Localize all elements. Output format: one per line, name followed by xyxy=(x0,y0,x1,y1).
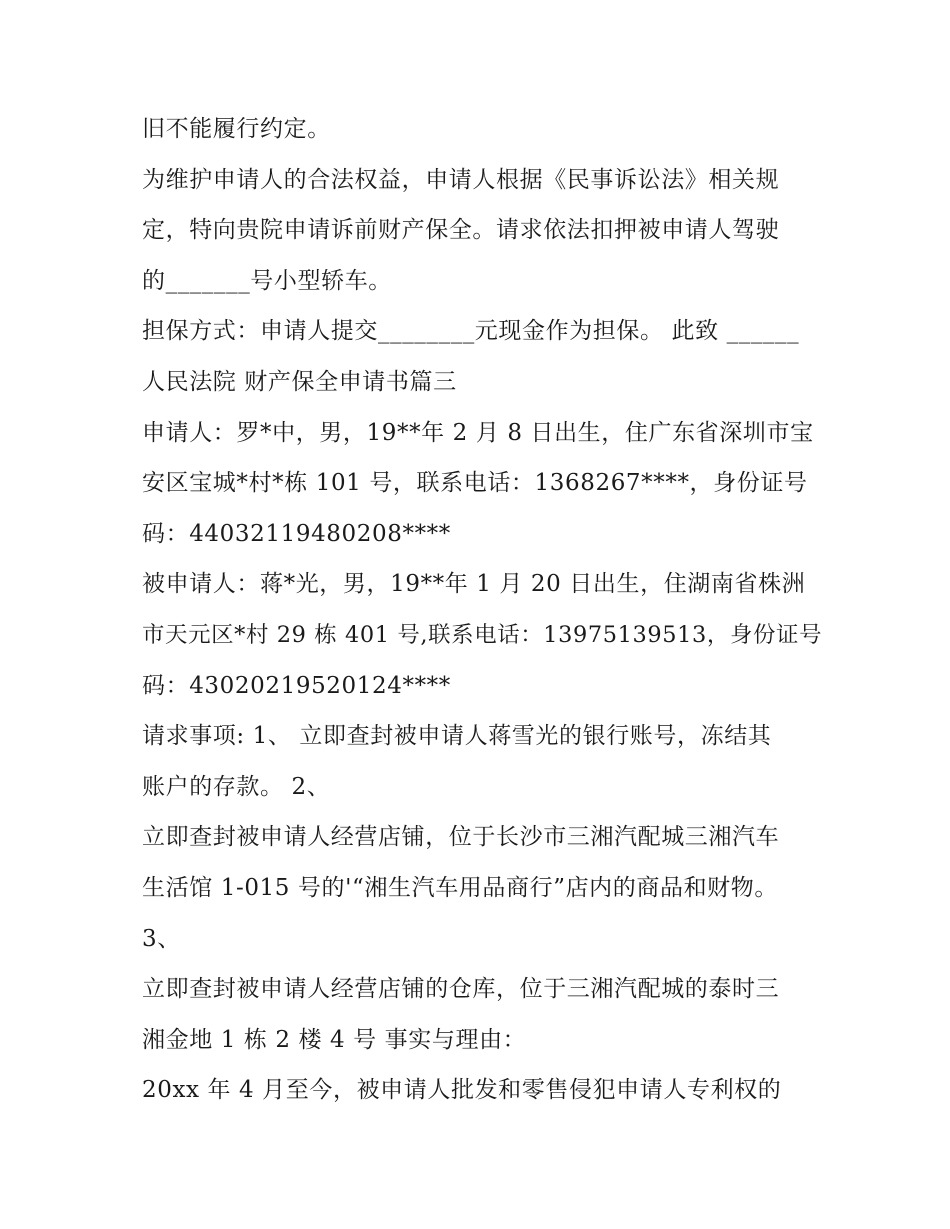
text-line: 市天元区*村 29 栋 401 号,联系电话：13975139513，身份证号 xyxy=(142,621,823,648)
text-line: 请求事项: 1、 立即查封被申请人蒋雪光的银行账号，冻结其 xyxy=(142,723,772,750)
text-line: 申请人：罗*中，男，19**年 2 月 8 日出生，住广东省深圳市宝 xyxy=(142,419,814,446)
text-line: 3、 xyxy=(142,925,181,952)
text-line: 湘金地 1 栋 2 楼 4 号 事实与理由： xyxy=(142,1026,527,1053)
text-line: 定，特向贵院申请诉前财产保全。请求依法扣押被申请人驾驶 xyxy=(142,217,780,244)
text-line: 生活馆 1-015 号的'“湘生汽车用品商行”店内的商品和财物。 xyxy=(142,874,778,901)
text-line: 立即查封被申请人经营店铺，位于长沙市三湘汽配城三湘汽车 xyxy=(142,824,780,851)
text-line: 码：44032119480208**** xyxy=(142,520,451,547)
text-line: 20xx 年 4 月至今，被申请人批发和零售侵犯申请人专利权的 xyxy=(142,1077,782,1104)
text-line: 旧不能履行约定。 xyxy=(142,116,331,142)
text-line: 码：43020219520124**** xyxy=(142,672,451,699)
text-line: 立即查封被申请人经营店铺的仓库，位于三湘汽配城的泰时三 xyxy=(142,976,780,1003)
text-line: 担保方式：申请人提交________元现金作为担保。 此致 ______ xyxy=(142,318,800,345)
text-line: 被申请人：蒋*光，男，19**年 1 月 20 日出生，住湖南省株洲 xyxy=(142,571,806,598)
text-line: 安区宝城*村*栋 101 号，联系电话：1368267****，身份证号 xyxy=(142,470,808,497)
text-line: 为维护申请人的合法权益，申请人根据《民事诉讼法》相关规 xyxy=(142,166,780,193)
document-body xyxy=(142,104,822,1116)
text-line: 账户的存款。 2、 xyxy=(142,773,331,800)
text-line: 的_______号小型轿车。 xyxy=(142,267,392,294)
text-line: 人民法院 财产保全申请书篇三 xyxy=(142,368,457,395)
